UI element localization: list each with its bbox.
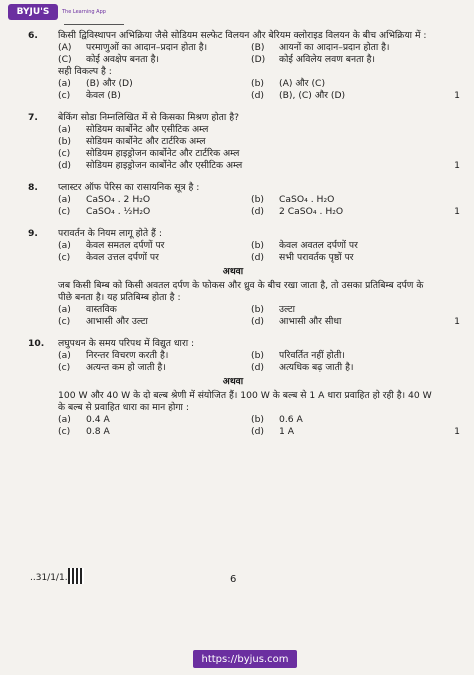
question-number: 10. <box>28 338 45 349</box>
question-number: 8. <box>28 182 38 193</box>
option: (a) वास्तविक <box>58 304 117 315</box>
question-10 <box>28 338 460 438</box>
sub-prompt: सही विकल्प है : <box>58 66 112 77</box>
option-list <box>58 350 438 374</box>
option: (c) अत्यन्त कम हो जाती है। <box>58 362 166 373</box>
qr-code-icon <box>68 568 84 584</box>
choice: (b) (A) और (C) <box>251 78 326 89</box>
option: (d) 1 A 1 <box>251 426 460 437</box>
option-list <box>58 194 460 218</box>
option-list <box>58 124 460 172</box>
option: (d) अत्यधिक बढ़ जाती है। <box>251 362 354 373</box>
choice: (a) (B) और (D) <box>58 78 133 89</box>
marks: 1 <box>454 90 460 101</box>
choice: (c) केवल (B) <box>58 90 121 101</box>
option: (b) 0.6 A <box>251 414 303 425</box>
option: (c) सोडियम हाइड्रोजन कार्बोनेट और टार्टरिक अम्ल <box>58 148 240 159</box>
logo-badge: BYJU'S <box>8 4 58 20</box>
option: (c) 0.8 A <box>58 426 110 437</box>
option: (c) केवल उत्तल दर्पणों पर <box>58 252 159 263</box>
option: (D) कोई अविलेय लवण बनता है। <box>251 54 375 65</box>
question-text: प्लास्टर ऑफ पेरिस का रासायनिक सूत्र है : <box>58 182 200 193</box>
option: (d) आभासी और सीधा 1 <box>251 316 460 327</box>
option-list <box>58 240 438 264</box>
marks: 1 <box>454 426 460 437</box>
option: (a) CaSO₄ . 2 H₂O <box>58 194 151 205</box>
marks: 1 <box>454 206 460 217</box>
option: (a) सोडियम कार्बोनेट और एसीटिक अम्ल <box>58 124 209 135</box>
question-text: परावर्तन के नियम लागू होते हैं : <box>58 228 162 239</box>
option: (d) सोडियम हाइड्रोजन कार्बोनेट और एसीटिक अम्ल 1 <box>58 160 460 171</box>
option-list <box>58 42 438 66</box>
option: (A) परमाणुओं का आदान–प्रदान होता है। <box>58 42 208 53</box>
question-number: 6. <box>28 30 38 41</box>
website-link[interactable]: https://byjus.com <box>193 650 297 668</box>
byjus-logo <box>8 4 106 20</box>
questions <box>28 30 460 448</box>
question-7 <box>28 112 460 172</box>
paper-code: ..31/1/1. <box>30 573 68 583</box>
option: (c) आभासी और उल्टा <box>58 316 148 327</box>
logo-tagline: The Learning App <box>62 9 106 15</box>
question-text: किसी द्विविस्थापन अभिक्रिया जैसे सोडियम सल्फेट विलयन और बेरियम क्लोराइड विलयन के बीच अभिक्रिया में : <box>58 30 427 41</box>
alt-question-text: जब किसी बिम्ब को किसी अवतल दर्पण के फोकस और ध्रुव के बीच रखा जाता है, तो उसका प्रतिबिम्ब दर्पण के पीछे बनता है। यह प्रतिबिम्ब होता है : <box>58 280 424 303</box>
option: (b) सोडियम कार्बोनेट और टार्टरिक अम्ल <box>58 136 206 147</box>
page-number: 6 <box>230 574 237 585</box>
option: (b) CaSO₄ . H₂O <box>251 194 335 205</box>
alt-option-list <box>58 414 460 438</box>
option: (b) परिवर्तित नहीं होती। <box>251 350 345 361</box>
question-number: 9. <box>28 228 38 239</box>
alt-option-list <box>58 304 460 328</box>
marks: 1 <box>454 316 460 327</box>
option: (c) CaSO₄ . ½H₂O <box>58 206 151 217</box>
choice-list <box>58 78 460 102</box>
divider <box>64 24 124 25</box>
marks: 1 <box>454 160 460 171</box>
option: (d) सभी परावर्तक पृष्ठों पर <box>251 252 354 263</box>
option: (B) आयनों का आदान–प्रदान होता है। <box>251 42 390 53</box>
question-text: लघुपथन के समय परिपथ में विद्युत धारा : <box>58 338 195 349</box>
option: (b) उल्टा <box>251 304 296 315</box>
option: (a) 0.4 A <box>58 414 110 425</box>
question-9 <box>28 228 460 328</box>
option: (a) निरन्तर विचरण करती है। <box>58 350 169 361</box>
option: (b) केवल अवतल दर्पणों पर <box>251 240 358 251</box>
question-6 <box>28 30 460 102</box>
option: (a) केवल समतल दर्पणों पर <box>58 240 165 251</box>
choice: (d) (B), (C) और (D) 1 <box>251 90 460 101</box>
or-label: अथवा <box>222 266 244 277</box>
option: (d) 2 CaSO₄ . H₂O 1 <box>251 206 460 217</box>
or-label: अथवा <box>222 376 244 387</box>
question-number: 7. <box>28 112 38 123</box>
option: (C) कोई अवक्षेप बनता है। <box>58 54 159 65</box>
question-8 <box>28 182 460 218</box>
question-text: बेकिंग सोडा निम्नलिखित में से किसका मिश्रण होता है? <box>58 112 239 123</box>
alt-question-text: 100 W और 40 W के दो बल्ब श्रेणी में संयोजित हैं। 100 W के बल्ब से 1 A धारा प्रवाहित हो रही है। 40 W के बल्ब से प्रवाहित धारा का मान होगा : <box>58 390 432 413</box>
